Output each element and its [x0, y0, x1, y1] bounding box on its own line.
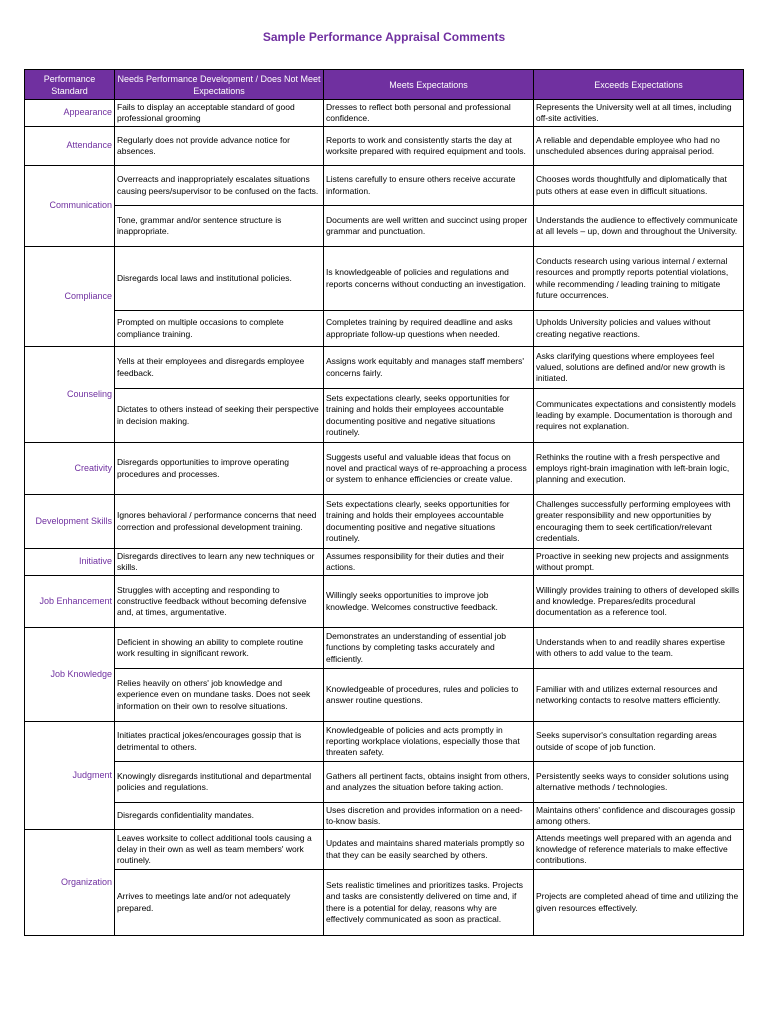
needs-cell: Arrives to meetings late and/or not adequately prepared.: [115, 870, 324, 936]
table-row: [25, 347, 744, 389]
table-row: [25, 803, 744, 830]
standard-cell: Compliance: [25, 247, 115, 347]
exceeds-cell: Familiar with and utilizes external resources and networking contacts to resolve matters efficiently.: [534, 669, 744, 722]
exceeds-cell: Upholds University policies and values without creating negative reactions.: [534, 311, 744, 347]
meets-cell: Uses discretion and provides information on a need-to-know basis.: [324, 803, 534, 830]
standard-cell: Organization: [25, 830, 115, 936]
standard-cell: Communication: [25, 166, 115, 247]
needs-cell: Disregards directives to learn any new techniques or skills.: [115, 549, 324, 576]
exceeds-cell: Understands when to and readily shares expertise with others to add value to the team.: [534, 628, 744, 669]
exceeds-cell: Understands the audience to effectively communicate at all levels – up, down and throughout the University.: [534, 206, 744, 247]
needs-cell: Disregards confidentiality mandates.: [115, 803, 324, 830]
table-row: [25, 100, 744, 127]
meets-cell: Gathers all pertinent facts, obtains insight from others, and analyzes the situation before taking action.: [324, 762, 534, 803]
appraisal-table: [24, 69, 744, 936]
standard-cell: Job Enhancement: [25, 576, 115, 628]
table-row: [25, 669, 744, 722]
table-row: [25, 389, 744, 443]
meets-cell: Listens carefully to ensure others receive accurate information.: [324, 166, 534, 206]
needs-cell: Regularly does not provide advance notice for absences.: [115, 127, 324, 166]
meets-cell: Suggests useful and valuable ideas that focus on novel and practical ways of re-approaching a process or system to enhance efficiencies or create value.: [324, 443, 534, 495]
exceeds-cell: Conducts research using various internal / external resources and promptly reports potential violations, while recommending / leading training to mitigate future occurrences.: [534, 247, 744, 311]
exceeds-cell: Proactive in seeking new projects and assignments without prompt.: [534, 549, 744, 576]
standard-cell: Development Skills: [25, 495, 115, 549]
meets-cell: Sets realistic timelines and prioritizes tasks. Projects and tasks are consistently delivered on time and, if there is a potential for delay, reasons why are effectively communicated as soon as practical.: [324, 870, 534, 936]
exceeds-cell: Persistently seeks ways to consider solutions using alternative methods / technologies.: [534, 762, 744, 803]
meets-cell: Documents are well written and succinct using proper grammar and punctuation.: [324, 206, 534, 247]
table-row: [25, 762, 744, 803]
table-row: [25, 549, 744, 576]
needs-cell: Ignores behavioral / performance concerns that need correction and professional development training.: [115, 495, 324, 549]
exceeds-cell: Willingly provides training to others of developed skills and knowledge. Prepares/edits procedural documentation as a reference tool.: [534, 576, 744, 628]
needs-cell: Yells at their employees and disregards employee feedback.: [115, 347, 324, 389]
table-row: [25, 247, 744, 311]
exceeds-cell: Attends meetings well prepared with an agenda and knowledge of reference materials to make effective contributions.: [534, 830, 744, 870]
meets-cell: Knowledgeable of policies and acts promptly in reporting workplace violations, especially those that threaten safety.: [324, 722, 534, 762]
table-row: [25, 495, 744, 549]
meets-cell: Willingly seeks opportunities to improve job knowledge. Welcomes constructive feedback.: [324, 576, 534, 628]
table-row: [25, 127, 744, 166]
meets-cell: Knowledgeable of procedures, rules and policies to answer routine questions.: [324, 669, 534, 722]
needs-cell: Fails to display an acceptable standard of good professional grooming: [115, 100, 324, 127]
meets-cell: Reports to work and consistently starts the day at worksite prepared with required equipment and tools.: [324, 127, 534, 166]
meets-cell: Demonstrates an understanding of essential job functions by completing tasks accurately and efficiently.: [324, 628, 534, 669]
table-row: [25, 206, 744, 247]
meets-cell: Is knowledgeable of policies and regulations and reports concerns without conducting an investigation.: [324, 247, 534, 311]
table-row: [25, 628, 744, 669]
exceeds-cell: Chooses words thoughtfully and diplomatically that puts others at ease even in difficult situations.: [534, 166, 744, 206]
exceeds-cell: Asks clarifying questions where employees feel valued, solutions are defined and/or new growth is initiated.: [534, 347, 744, 389]
header-performance-standard: Performance Standard: [25, 70, 115, 100]
table-row: [25, 722, 744, 762]
needs-cell: Tone, grammar and/or sentence structure is inappropriate.: [115, 206, 324, 247]
exceeds-cell: Seeks supervisor's consultation regarding areas outside of scope of job function.: [534, 722, 744, 762]
table-row: [25, 870, 744, 936]
exceeds-cell: Rethinks the routine with a fresh perspective and employs right-brain imagination with left-brain logic, planning and execution.: [534, 443, 744, 495]
needs-cell: Deficient in showing an ability to complete routine work resulting in significant rework.: [115, 628, 324, 669]
table-row: [25, 311, 744, 347]
needs-cell: Overreacts and inappropriately escalates situations causing peers/supervisor to be confused on the facts.: [115, 166, 324, 206]
exceeds-cell: Projects are completed ahead of time and utilizing the given resources effectively.: [534, 870, 744, 936]
page-title: Sample Performance Appraisal Comments: [262, 30, 506, 44]
table-row: [25, 830, 744, 870]
header-exceeds-expectations: Exceeds Expectations: [534, 70, 744, 100]
exceeds-cell: Maintains others' confidence and discourages gossip among others.: [534, 803, 744, 830]
needs-cell: Leaves worksite to collect additional tools causing a delay in their own as well as team members' work routinely.: [115, 830, 324, 870]
meets-cell: Dresses to reflect both personal and professional confidence.: [324, 100, 534, 127]
table-row: [25, 576, 744, 628]
standard-cell: Attendance: [25, 127, 115, 166]
needs-cell: Relies heavily on others' job knowledge and experience even on mundane tasks. Does not seek information on their own to resolve situations.: [115, 669, 324, 722]
standard-cell: Creativity: [25, 443, 115, 495]
table-row: [25, 443, 744, 495]
meets-cell: Assigns work equitably and manages staff members' concerns fairly.: [324, 347, 534, 389]
meets-cell: Assumes responsibility for their duties and their actions.: [324, 549, 534, 576]
standard-cell: Judgment: [25, 722, 115, 830]
needs-cell: Disregards opportunities to improve operating procedures and processes.: [115, 443, 324, 495]
needs-cell: Struggles with accepting and responding to constructive feedback without becoming defensive and, at times, argumentative.: [115, 576, 324, 628]
standard-cell: Job Knowledge: [25, 628, 115, 722]
needs-cell: Prompted on multiple occasions to complete compliance training.: [115, 311, 324, 347]
meets-cell: Sets expectations clearly, seeks opportunities for training and holds their employees accountable documenting positive and negative situations routinely.: [324, 495, 534, 549]
standard-cell: Appearance: [25, 100, 115, 127]
exceeds-cell: A reliable and dependable employee who had no unscheduled absences during appraisal period.: [534, 127, 744, 166]
needs-cell: Dictates to others instead of seeking their perspective in decision making.: [115, 389, 324, 443]
header-needs-development: Needs Performance Development / Does Not Meet Expectations: [115, 70, 324, 100]
exceeds-cell: Represents the University well at all times, including off-site activities.: [534, 100, 744, 127]
needs-cell: Disregards local laws and institutional policies.: [115, 247, 324, 311]
meets-cell: Completes training by required deadline and asks appropriate follow-up questions when needed.: [324, 311, 534, 347]
standard-cell: Initiative: [25, 549, 115, 576]
header-row: [25, 70, 744, 100]
table-row: [25, 166, 744, 206]
exceeds-cell: Communicates expectations and consistently models leading by example. Documentation is thorough and requires not explanation.: [534, 389, 744, 443]
header-meets-expectations: Meets Expectations: [324, 70, 534, 100]
standard-cell: Counseling: [25, 347, 115, 443]
exceeds-cell: Challenges successfully performing employees with greater responsibility and new opportunities by encouraging them to seek certification/relevant credentials.: [534, 495, 744, 549]
meets-cell: Updates and maintains shared materials promptly so that they can be easily searched by others.: [324, 830, 534, 870]
meets-cell: Sets expectations clearly, seeks opportunities for training and holds their employees accountable documenting positive and negative situations routinely.: [324, 389, 534, 443]
needs-cell: Knowingly disregards institutional and departmental policies and regulations.: [115, 762, 324, 803]
needs-cell: Initiates practical jokes/encourages gossip that is detrimental to others.: [115, 722, 324, 762]
